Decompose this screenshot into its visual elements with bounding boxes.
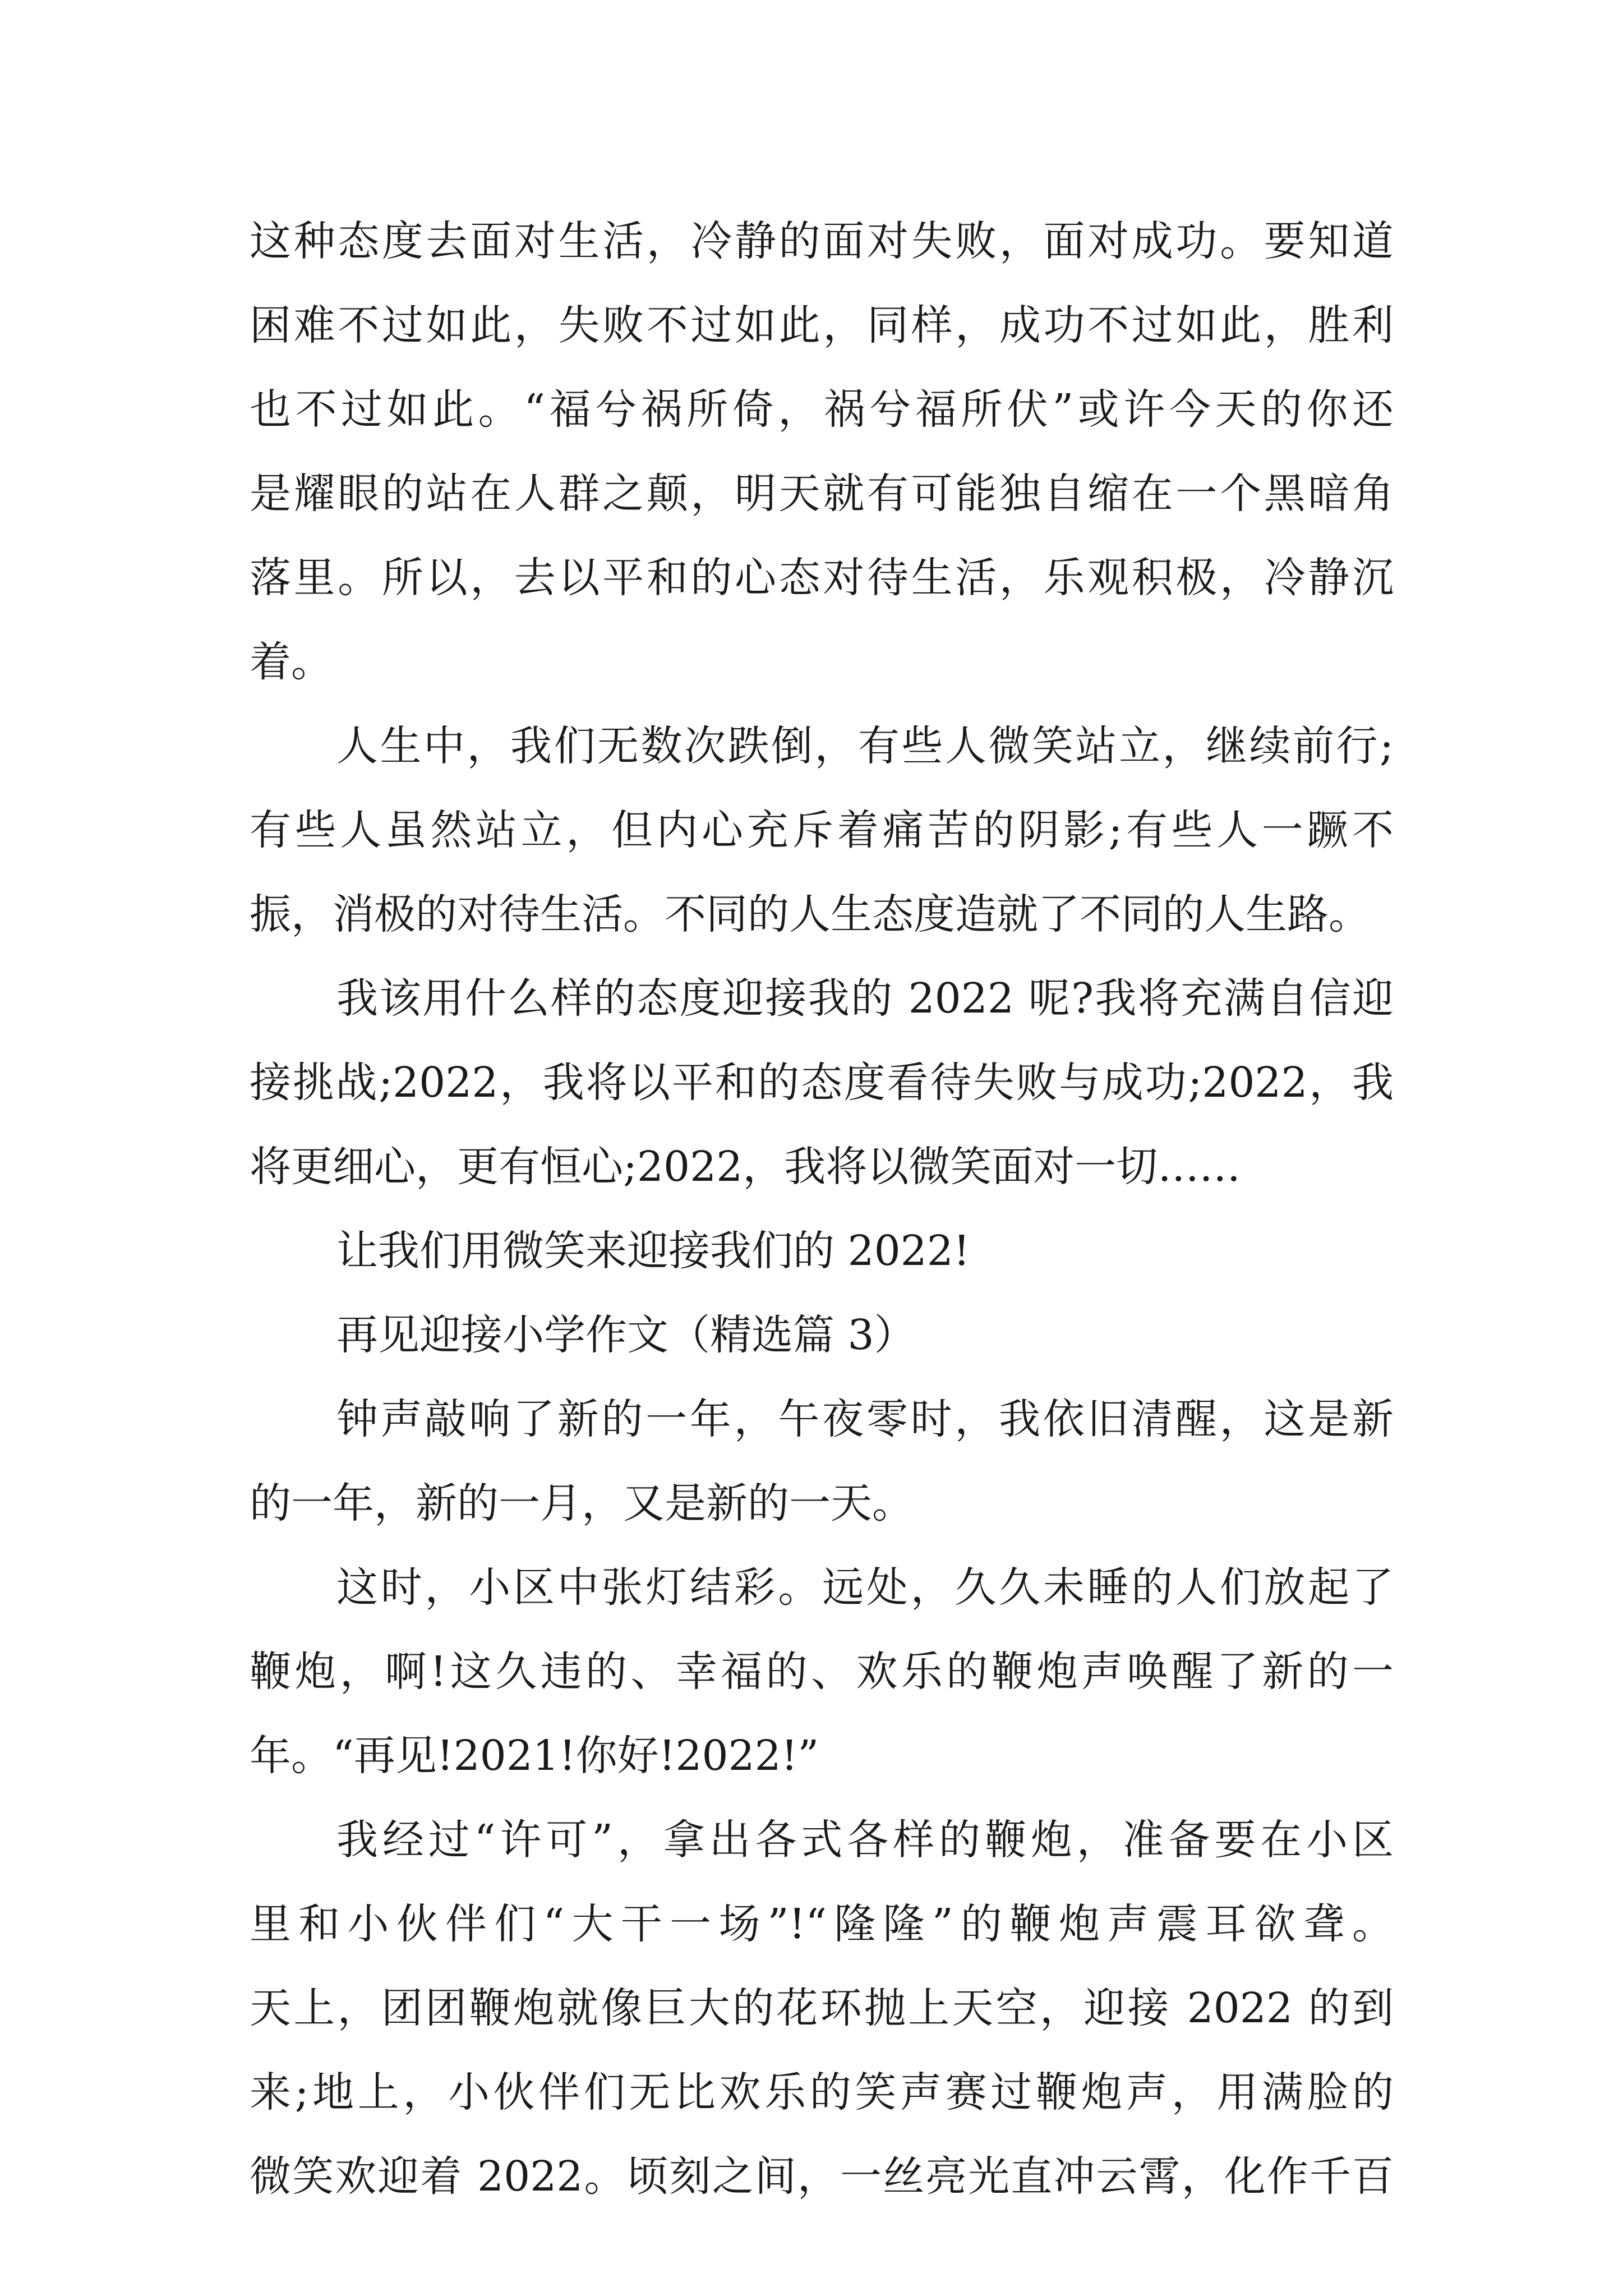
text-line: 天上，团团鞭炮就像巨大的花环抛上天空，迎接 2022 的到 <box>250 1984 1394 2032</box>
text-line: 我经过“许可”，拿出各式各样的鞭炮，准备要在小区 <box>336 1816 1394 1864</box>
text-line: 也不过如此。“福兮祸所倚，祸兮福所伏”或许今天的你还 <box>250 385 1394 434</box>
document-body <box>250 199 1394 2219</box>
text-line: 我该用什么样的态度迎接我的 2022 呢?我将充满自信迎 <box>336 974 1394 1023</box>
text-line: 落里。所以，去以平和的心态对待生活，乐观积极，冷静沉 <box>250 554 1394 602</box>
text-line: 着。 <box>250 638 333 686</box>
text-line: 是耀眼的站在人群之颠，明天就有可能独自缩在一个黑暗角 <box>250 470 1394 518</box>
text-line: 人生中，我们无数次跌倒，有些人微笑站立，继续前行; <box>336 722 1394 770</box>
text-line: 这种态度去面对生活，冷静的面对失败，面对成功。要知道 <box>250 217 1394 265</box>
text-line: 里和小伙伴们“大干一场”!“隆隆”的鞭炮声震耳欲聋。 <box>250 1900 1394 1948</box>
text-line: 让我们用微笑来迎接我们的 2022! <box>336 1227 970 1275</box>
section-heading: 再见迎接小学作文（精选篇 3） <box>336 1311 916 1359</box>
text-line: 困难不过如此，失败不过如此，同样，成功不过如此，胜利 <box>250 301 1394 349</box>
text-line: 年。“再见!2021!你好!2022!” <box>250 1732 819 1780</box>
text-line: 振，消极的对待生活。不同的人生态度造就了不同的人生路。 <box>250 890 1370 938</box>
text-line: 鞭炮，啊!这久违的、幸福的、欢乐的鞭炮声唤醒了新的一 <box>250 1648 1394 1696</box>
text-line: 将更细心，更有恒心;2022，我将以微笑面对一切…… <box>250 1143 1241 1191</box>
text-line: 微笑欢迎着 2022。顷刻之间，一丝亮光直冲云霄，化作千百 <box>250 2152 1394 2201</box>
text-line: 的一年，新的一月，又是新的一天。 <box>250 1479 914 1527</box>
text-line: 来;地上，小伙伴们无比欢乐的笑声赛过鞭炮声，用满脸的 <box>250 2068 1394 2116</box>
text-line: 有些人虽然站立，但内心充斥着痛苦的阴影;有些人一蹶不 <box>250 806 1394 854</box>
text-line: 这时，小区中张灯结彩。远处，久久未睡的人们放起了 <box>336 1563 1394 1612</box>
text-line: 接挑战;2022，我将以平和的态度看待失败与成功;2022，我 <box>250 1059 1394 1107</box>
text-line: 钟声敲响了新的一年，午夜零时，我依旧清醒，这是新 <box>336 1395 1394 1443</box>
